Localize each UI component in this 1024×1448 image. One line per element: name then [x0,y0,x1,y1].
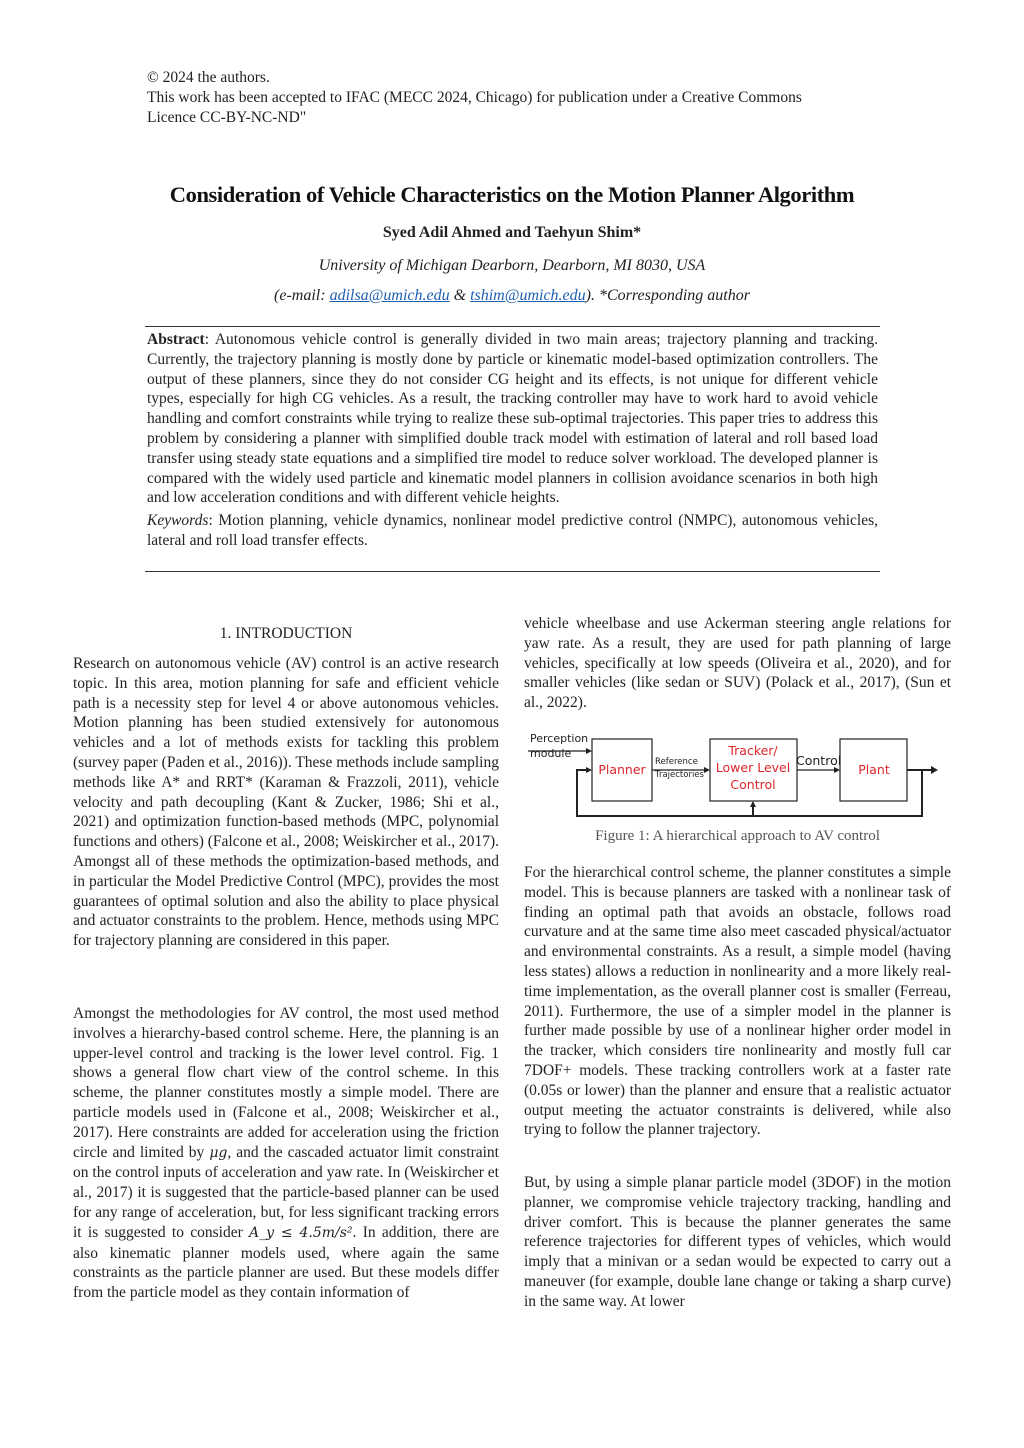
paragraph: Research on autonomous vehicle (AV) control is an active research topic. In this area, motion planning for safe and efficient vehicle path is a necessity step for level 4 or above autonomous vehicles. Motion planning has been studied extensively for autonomous vehicles and a lot of methods exists for tackling this problem (survey paper (Paden et al., 2016)). These methods include sampling methods like A* and RRT* (Karaman & Frazzoli, 2011), vehicle velocity and path decoupling (Kant & Zucker, 1986; Shi et al., 2021) and optimization function-based methods (MPC, polynomial functions and others) (Falcone et al., 2008; Weiskircher et al., 2017). Amongst all of these methods the optimization-based methods, and in particular the Model Predictive Control (MPC), provides the most guarantees of optimal solution and also the ability to place physical and actuator constraints to the problem. Hence, methods using MPC for trajectory planning are considered in this paper. [73,655,499,950]
authors: Syed Adil Ahmed and Taehyun Shim* [382,224,642,241]
perception-label: module [530,747,572,760]
paragraph: For the hierarchical control scheme, the planner constitutes a simple model. This is because planners are tasked with a nonlinear task of finding an optimal path that avoids an obstacle, follows road curvature and at the same time also meet cascaded physical/actuator and environmental constraints. As a result, a simple model (having less states) allows a reduction in nonlinearity and a more likely real-time implementation, as the overall planner cost is smaller (Ferreau, 2011). Furthermore, the use of a simpler model in the planner is further made possible by use of a nonlinear higher order model in the tracker, which considers tire nonlinearity and mostly full car 7DOF+ models. These tracking controllers work at a faster rate (0.05s or lower) than the planner and ensure that a realistic actuator output meeting the actuator constraints is delivered, while also trying to follow the planner trajectory. [524,864,951,1139]
reference-label: Reference [655,757,698,767]
abstract [147,330,878,554]
keywords-label: Keywords [147,512,209,530]
email-sep: & [449,287,471,304]
license-line: This work has been accepted to IFAC (MECC 2024, Chicago) for publication under a Creative Commons [147,88,802,106]
control-label: Control [796,753,842,768]
abstract-label: Abstract [147,331,205,348]
tracker-label: Lower Level [715,760,791,775]
figure-1-diagram [524,728,954,818]
copyright-line: © 2024 the authors. [147,69,270,86]
email-suffix: ). *Corresponding author [585,287,750,304]
paragraph: vehicle wheelbase and use Ackerman steering angle relations for yaw rate. As a result, they are used for path planning of large vehicles, specifically at low speeds (Oliveira et al., 2020), and for smaller vehicles (like sedan or SUV) (Polack et al., 2017), (Sun et al., 2022). [524,615,951,712]
math-ay-constraint: A_y ≤ 4.5m/s² [249,1224,353,1241]
figure-caption: Figure 1: A hierarchical approach to AV control [595,828,880,844]
affiliation: University of Michigan Dearborn, Dearborn, MI 8030, USA [318,257,706,274]
planner-label: Planner [598,762,646,777]
intro-paragraph-1 [73,654,499,951]
perception-label: Perception [530,732,589,745]
email-link-2[interactable]: tshim@umich.edu [470,287,586,304]
text: . In addition, there are also kinematic planner models used, where again the same constraints as the particle planner are used. But these models differ from the particle model as they contain information of [73,1223,500,1302]
right-paragraph-1 [524,614,951,713]
text: Amongst the methodologies for AV control, the most used method involves a hierarchy-based control scheme. Here, the planning is an upper-level control and tracking is the lower level control. Fig. 1 shows a general flow chart view of the control scheme. In this scheme, the planner constitutes mostly a simple model. There are particle models used in (Falcone et al., 2008; Weiskircher et al., 2017). Here constraints are added for acceleration using the friction circle and limited by [73,1005,499,1161]
paragraph: But, by using a simple planar particle model (3DOF) in the motion planner, we compromise vehicle trajectory tracking, handling and driver comfort. This is because the planner generates the same reference trajectories for different types of vehicles, which would imply that a minivan or a sedan would be expected to carry out a maneuver (for example, double lane change or taking a sharp curve) in the same way. At lower [524,1174,951,1310]
abstract-text: : Autonomous vehicle control is generally divided in two main areas; trajectory planning and tracking. Currently, the trajectory planning is mostly done by particle or kinematic model-based optimization controllers. The output of these planners, since they do not consider CG height and its effects, is not unique for different vehicle types, especially for high CG vehicles. As a result, the tracking controller may have to work hard to avoid vehicle handling and comfort constraints while trying to realize these sub-optimal trajectories. This paper tries to address this problem by considering a planner with simplified double track model with estimation of lateral and roll based load transfer using steady state equations and a simplified tire model to reduce solver workload. The developed planner is compared with the widely used particle and kinematic model planners in collision avoidance scenarios in both high and low acceleration conditions and with different vehicle heights. [147,331,878,507]
right-paragraph-3 [524,1173,951,1312]
divider [145,571,880,572]
email-prefix: (e-mail: [274,287,330,304]
section-heading: 1. INTRODUCTION [219,625,353,642]
email-link-1[interactable]: adilsa@umich.edu [329,287,450,304]
intro-paragraph-2 [73,1004,499,1303]
paper-title: Consideration of Vehicle Characteristics on the Motion Planner Algorithm [169,182,855,207]
right-paragraph-2 [524,863,951,1140]
paragraph [73,1004,499,1303]
license-line: Licence CC-BY-NC-ND" [147,108,307,126]
keywords-text: : Motion planning, vehicle dynamics, nonlinear model predictive control (NMPC), autonomous vehicles, lateral and roll load transfer effects. [147,512,878,549]
email-line [0,287,1024,305]
tracker-label: Control [730,777,776,792]
divider [145,326,880,327]
copyright-notice [147,68,907,127]
math-mu-g: μg [209,1144,228,1161]
reference-label: Trajectories [655,770,704,780]
text: , and the cascaded actuator limit constraint on the control inputs of acceleration and yaw rate. In (Weiskircher et al., 2017) it is suggested that the particle-based planner can be used for any range of acceleration, but, for less significant tracking errors it is suggested to consider [73,1143,499,1241]
plant-label: Plant [858,762,890,777]
tracker-label: Tracker/ [728,743,778,758]
